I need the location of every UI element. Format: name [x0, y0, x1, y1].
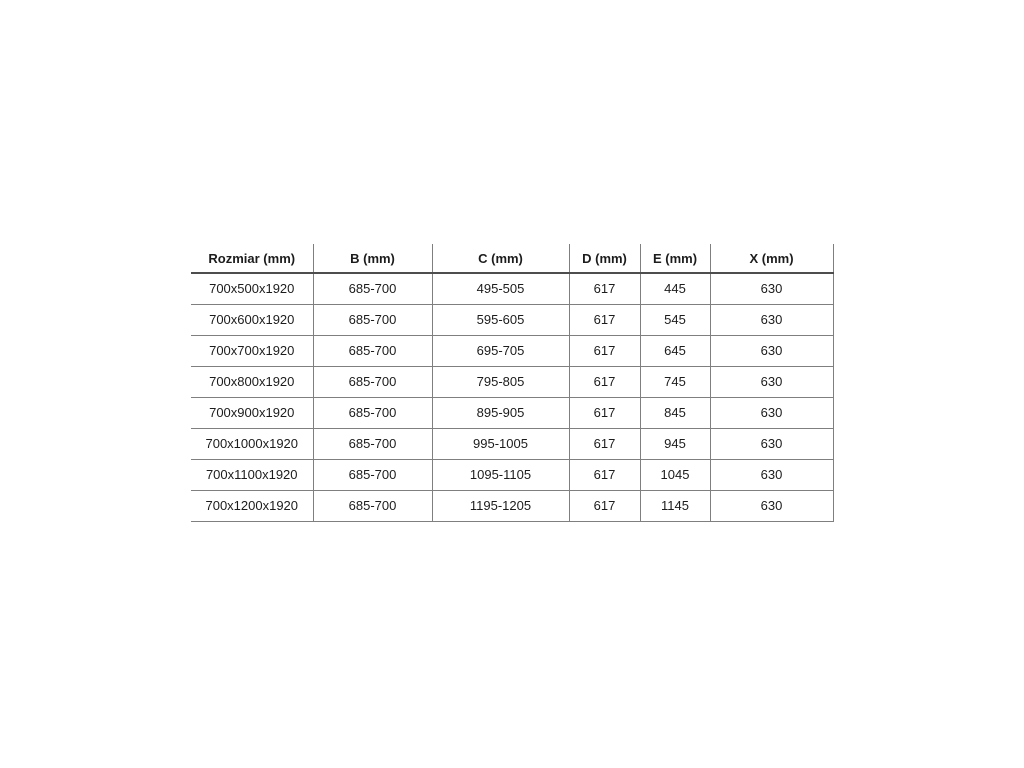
table-cell: 617 — [569, 490, 640, 521]
table-cell: 745 — [640, 366, 710, 397]
table-row — [191, 366, 833, 397]
table-cell: 617 — [569, 335, 640, 366]
table-cell: 695-705 — [432, 335, 569, 366]
table-cell: 700x1200x1920 — [191, 490, 313, 521]
table-cell: 630 — [710, 335, 833, 366]
table-row — [191, 397, 833, 428]
table-cell: 685-700 — [313, 273, 432, 304]
table-cell: 617 — [569, 273, 640, 304]
column-header-5: X (mm) — [710, 244, 833, 273]
table-row — [191, 459, 833, 490]
table-cell: 495-505 — [432, 273, 569, 304]
table-body — [191, 273, 833, 521]
table-cell: 685-700 — [313, 490, 432, 521]
table-cell: 1145 — [640, 490, 710, 521]
table-cell: 685-700 — [313, 428, 432, 459]
table-cell: 617 — [569, 366, 640, 397]
table-cell: 685-700 — [313, 366, 432, 397]
table-cell: 845 — [640, 397, 710, 428]
table-cell: 630 — [710, 366, 833, 397]
column-header-1: B (mm) — [313, 244, 432, 273]
table-header — [191, 244, 833, 273]
table-cell: 945 — [640, 428, 710, 459]
table-cell: 685-700 — [313, 459, 432, 490]
table-row — [191, 428, 833, 459]
table-cell: 617 — [569, 397, 640, 428]
table-cell: 795-805 — [432, 366, 569, 397]
table-cell: 1045 — [640, 459, 710, 490]
column-header-0: Rozmiar (mm) — [191, 244, 313, 273]
table-cell: 685-700 — [313, 335, 432, 366]
table-cell: 1195-1205 — [432, 490, 569, 521]
table-row — [191, 335, 833, 366]
table-cell: 700x500x1920 — [191, 273, 313, 304]
table-cell: 995-1005 — [432, 428, 569, 459]
table-cell: 630 — [710, 273, 833, 304]
table-row — [191, 273, 833, 304]
table-cell: 700x1100x1920 — [191, 459, 313, 490]
header-row — [191, 244, 833, 273]
column-header-2: C (mm) — [432, 244, 569, 273]
table-cell: 617 — [569, 428, 640, 459]
table-cell: 895-905 — [432, 397, 569, 428]
table-cell: 700x1000x1920 — [191, 428, 313, 459]
table-cell: 630 — [710, 397, 833, 428]
table-cell: 630 — [710, 459, 833, 490]
table-cell: 645 — [640, 335, 710, 366]
table-cell: 685-700 — [313, 397, 432, 428]
column-header-3: D (mm) — [569, 244, 640, 273]
table-cell: 617 — [569, 459, 640, 490]
table-cell: 700x900x1920 — [191, 397, 313, 428]
dimensions-table — [191, 244, 834, 522]
table-cell: 700x700x1920 — [191, 335, 313, 366]
table-row — [191, 490, 833, 521]
table-cell: 630 — [710, 304, 833, 335]
table-cell: 595-605 — [432, 304, 569, 335]
table-cell: 1095-1105 — [432, 459, 569, 490]
table-row — [191, 304, 833, 335]
column-header-4: E (mm) — [640, 244, 710, 273]
table-cell: 630 — [710, 428, 833, 459]
table-cell: 445 — [640, 273, 710, 304]
table-cell: 545 — [640, 304, 710, 335]
table-cell: 700x800x1920 — [191, 366, 313, 397]
table-cell: 617 — [569, 304, 640, 335]
table-cell: 685-700 — [313, 304, 432, 335]
table-cell: 630 — [710, 490, 833, 521]
table-cell: 700x600x1920 — [191, 304, 313, 335]
